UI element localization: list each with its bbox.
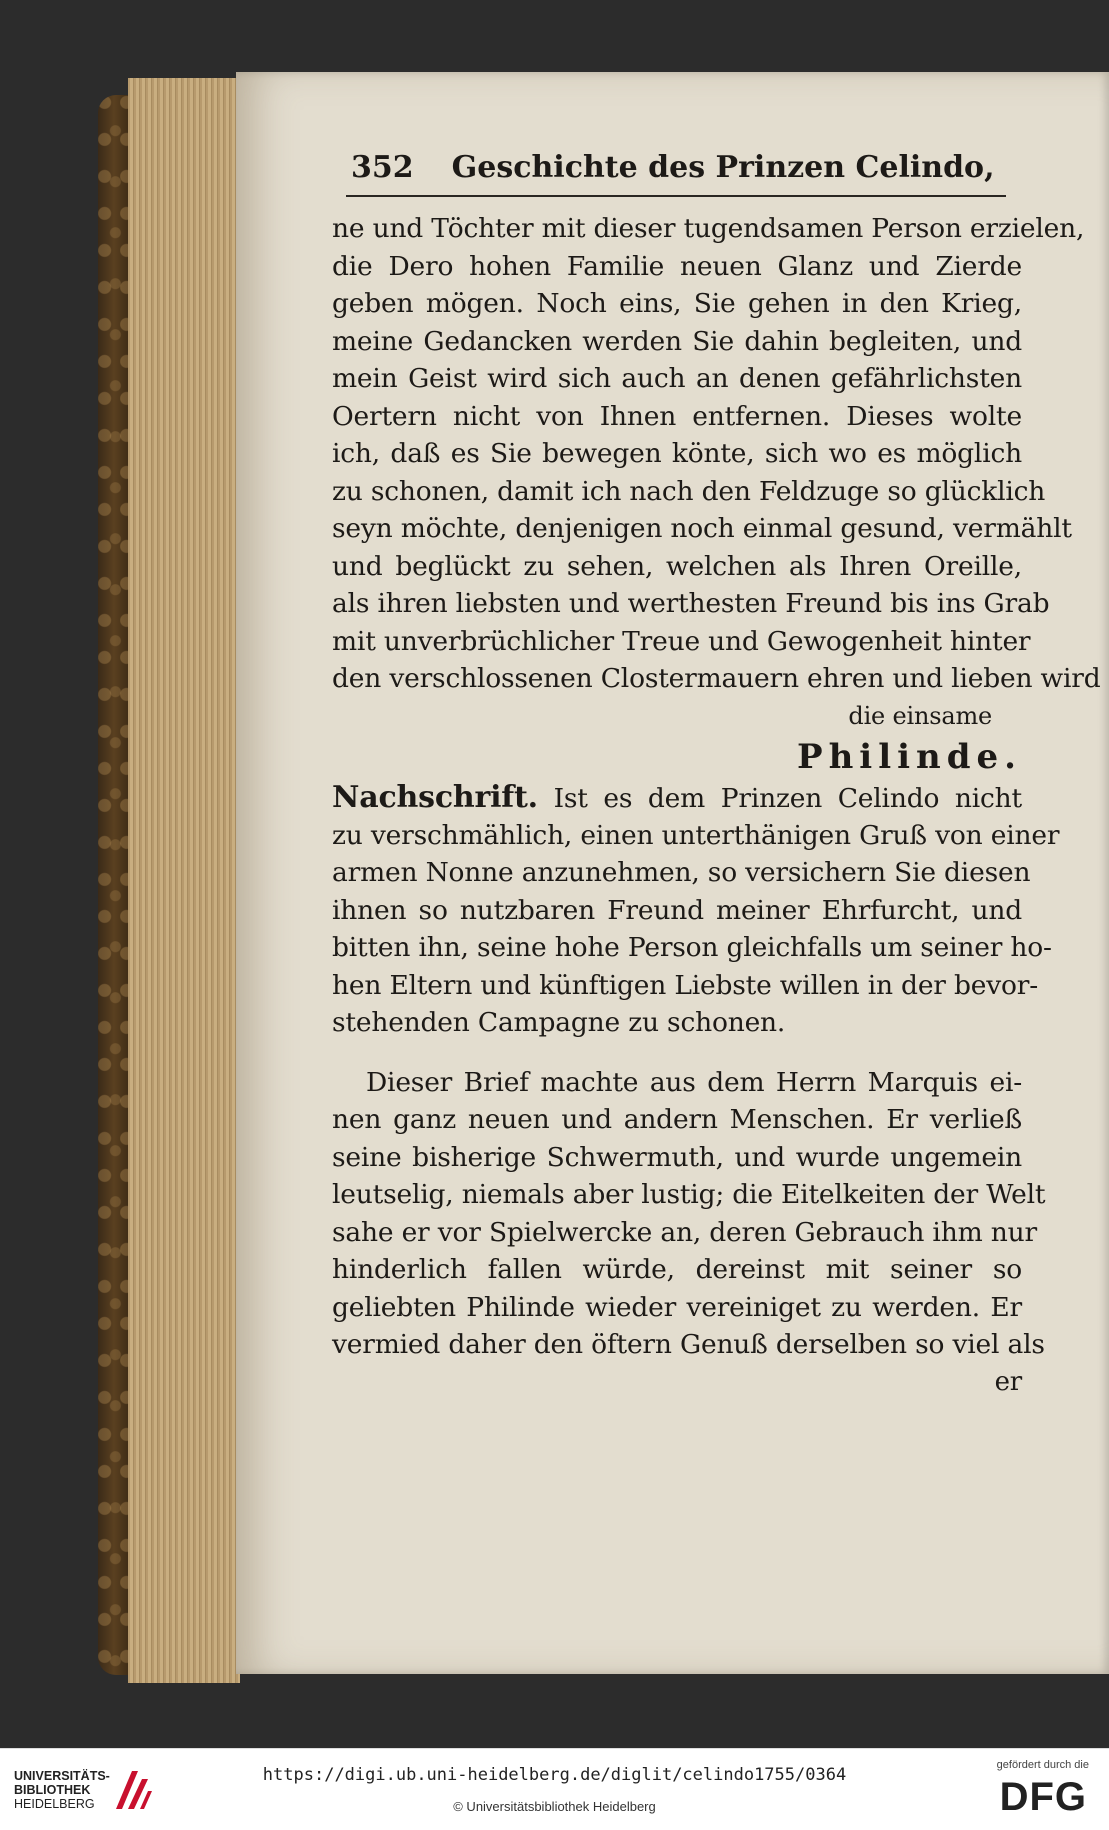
running-head [351, 150, 995, 185]
text-line: zu schonen, damit ich nach den Feldzuge so glücklich [332, 475, 1046, 507]
text-line: seine bisherige Schwermuth, und wurde ungemein [332, 1141, 1022, 1173]
closing-line: die einsame [848, 701, 992, 730]
text-line: die Dero hohen Familie neuen Glanz und Zierde [332, 250, 1022, 282]
signature: Philinde. [797, 737, 1022, 777]
funding-note: gefördert durch die [996, 1759, 1089, 1771]
logo-line: BIBLIOTHEK [14, 1783, 91, 1797]
text-line: ihnen so nutzbaren Freund meiner Ehrfurcht, und [332, 894, 1022, 926]
text-line: sahe er vor Spielwercke an, deren Gebrauch ihm nur [332, 1216, 1037, 1248]
book-page [236, 72, 1109, 1674]
text-line: seyn möchte, denjenigen noch einmal gesund, vermählt [332, 513, 1072, 544]
postscript-label: Nachschrift. [332, 780, 538, 815]
text-line: ne und Töchter mit dieser tugendsamen Person erzielen, [332, 213, 1085, 244]
text-line: armen Nonne anzunehmen, so versichern Sie diesen [332, 857, 1031, 888]
text-line: und beglückt zu sehen, welchen als Ihren Oreille, [332, 550, 1022, 582]
catchword: er [994, 1366, 1022, 1397]
text-line: mein Geist wird sich auch an denen gefährlichsten [332, 363, 1022, 394]
text-line: vermied daher den öftern Genuß derselben so viel als [332, 1329, 1045, 1360]
text-line: bitten ihn, seine hohe Person gleichfalls um seiner ho- [332, 932, 1052, 963]
text-line: den verschlossenen Clostermauern ehren und lieben wird [332, 663, 1101, 694]
header-rule [346, 195, 1006, 197]
logo-line: HEIDELBERG [14, 1797, 95, 1811]
permalink-url[interactable]: https://digi.ub.uni-heidelberg.de/diglit/celindo1755/0364 [262, 1765, 847, 1785]
text-line: meine Gedancken werden Sie dahin begleiten, und [332, 325, 1022, 357]
postscript-first-text: Ist es dem Prinzen Celindo nicht [553, 783, 1022, 814]
copyright-notice: © Universitätsbibliothek Heidelberg [453, 1799, 656, 1814]
text-line: als ihren liebsten und werthesten Freund bis ins Grab [332, 588, 1050, 619]
text-line: ich, daß es Sie bewegen könte, sich wo es möglich [332, 438, 1022, 469]
text-line: Oertern nicht von Ihnen entfernen. Dieses wolte [332, 400, 1022, 432]
dfg-logo[interactable]: DFG [999, 1775, 1087, 1819]
page-stack-edge [128, 78, 240, 1683]
page-text [332, 210, 1101, 1401]
text-line: mit unverbrüchlicher Treue und Gewogenheit hinter [332, 625, 1031, 657]
viewer-footer [0, 1748, 1109, 1830]
text-line: zu verschmählich, einen unterthänigen Gruß von einer [332, 819, 1060, 851]
text-line: geben mögen. Noch eins, Sie gehen in den Krieg, [332, 288, 1022, 319]
postscript-first-line [332, 779, 1022, 817]
running-title: Geschichte des Prinzen Celindo, [451, 150, 995, 185]
logo-line: UNIVERSITÄTS- [14, 1769, 110, 1783]
text-line: hen Eltern und künftigen Liebste willen in der bevor- [332, 969, 1038, 1001]
text-line: Dieser Brief machte aus dem Herrn Marquis ei- [366, 1066, 1022, 1098]
text-line: nen ganz neuen und andern Menschen. Er verließ [332, 1104, 1022, 1135]
text-line: stehenden Campagne zu schonen. [332, 1007, 786, 1038]
text-line: leutselig, niemals aber lustig; die Eitelkeiten der Welt [332, 1179, 1046, 1210]
text-line: hinderlich fallen würde, dereinst mit seiner so [332, 1254, 1022, 1285]
text-line: geliebten Philinde wieder vereiniget zu werden. Er [332, 1291, 1022, 1323]
page-number: 352 [351, 150, 414, 185]
